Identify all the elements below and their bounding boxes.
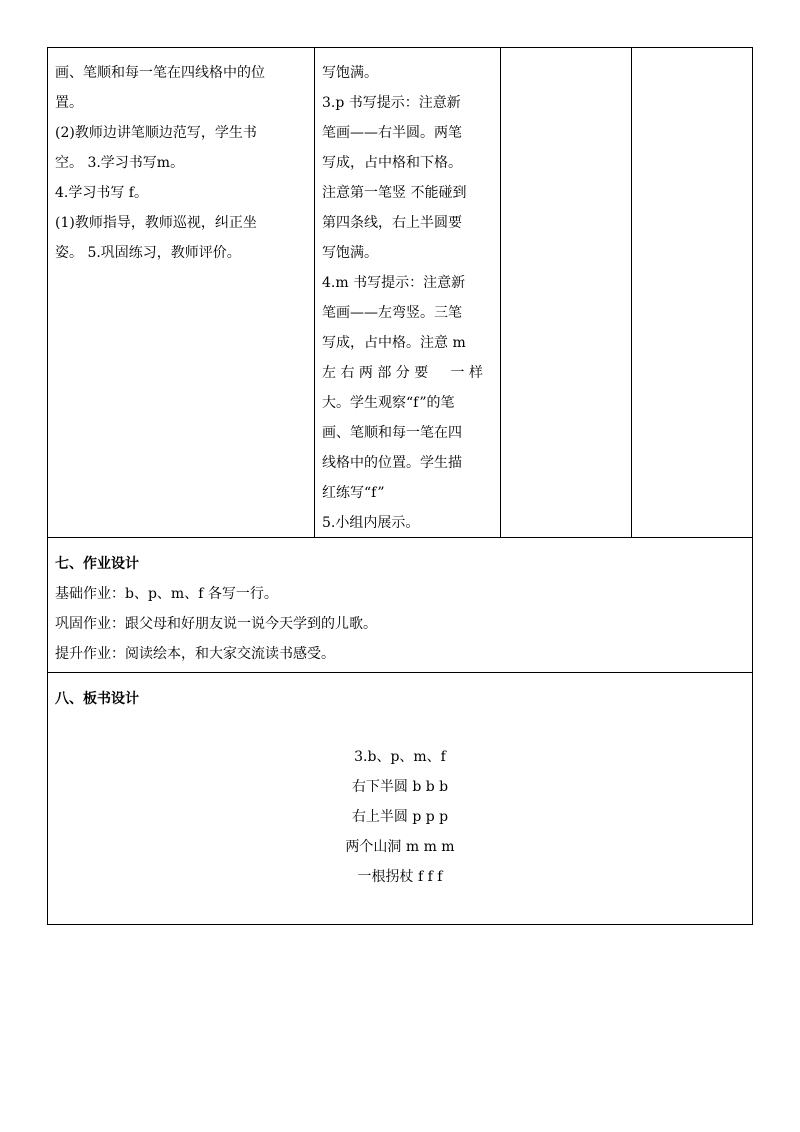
row-divider xyxy=(47,672,753,673)
text-line: 画、笔顺和每一笔在四线格中的位 xyxy=(55,65,265,81)
text-line: (2)教师边讲笔顺边范写，学生书 xyxy=(55,125,257,141)
empty-cell xyxy=(632,48,752,537)
teaching-process-cell xyxy=(55,58,310,268)
board-line: 右下半圆 b b b xyxy=(351,779,449,795)
text-line: 4.学习书写 f。 xyxy=(55,185,148,201)
homework-section xyxy=(55,549,745,669)
text-line: 置。 xyxy=(55,95,83,111)
text-line: 笔画——右半圆。两笔 xyxy=(322,125,462,141)
table-border-right xyxy=(752,47,753,925)
board-design-heading-wrap xyxy=(55,684,745,714)
text-line: 写饱满。 xyxy=(322,65,378,81)
text-line: 大。学生观察“f”的笔 xyxy=(322,395,455,411)
text-line: 空。 3.学习书写m。 xyxy=(55,155,185,171)
table-border-bottom xyxy=(47,924,753,925)
empty-cell xyxy=(501,48,631,537)
text-line: 写饱满。 xyxy=(322,245,378,261)
writing-tips-cell xyxy=(322,58,497,538)
board-line: 3.b、p、m、f xyxy=(354,749,446,765)
text-line: 笔画——左弯竖。三笔 xyxy=(322,305,462,321)
homework-line: 基础作业：b、p、m、f 各写一行。 xyxy=(55,586,278,602)
text-line: 姿。 5.巩固练习，教师评价。 xyxy=(55,245,241,261)
board-line: 一根拐杖 f f f xyxy=(357,869,443,885)
homework-line: 提升作业：阅读绘本，和大家交流读书感受。 xyxy=(55,646,335,662)
text-line: 左 右 两 部 分 要 一 样 xyxy=(322,365,483,381)
board-design-content xyxy=(48,742,752,892)
text-line: (1)教师指导，教师巡视，纠正坐 xyxy=(55,215,257,231)
board-design-heading: 八、板书设计 xyxy=(55,691,139,707)
text-line: 写成，占中格和下格。 xyxy=(322,155,462,171)
text-line: 第四条线，右上半圆要 xyxy=(322,215,462,231)
text-line: 4.m 书写提示：注意新 xyxy=(322,275,466,291)
board-line: 两个山洞 m m m xyxy=(345,839,455,855)
homework-heading: 七、作业设计 xyxy=(55,556,139,572)
text-line: 注意第一笔竖 不能碰到 xyxy=(322,185,467,201)
text-line: 写成，占中格。注意 m xyxy=(322,335,466,351)
text-line: 画、笔顺和每一笔在四 xyxy=(322,425,462,441)
column-divider xyxy=(314,47,315,538)
text-line: 红练写“f” xyxy=(322,485,385,501)
text-line: 线格中的位置。学生描 xyxy=(322,455,462,471)
text-line: 3.p 书写提示：注意新 xyxy=(322,95,461,111)
homework-line: 巩固作业：跟父母和好朋友说一说今天学到的儿歌。 xyxy=(55,616,377,632)
text-line: 5.小组内展示。 xyxy=(322,515,420,531)
board-line: 右上半圆 p p p xyxy=(351,809,449,825)
